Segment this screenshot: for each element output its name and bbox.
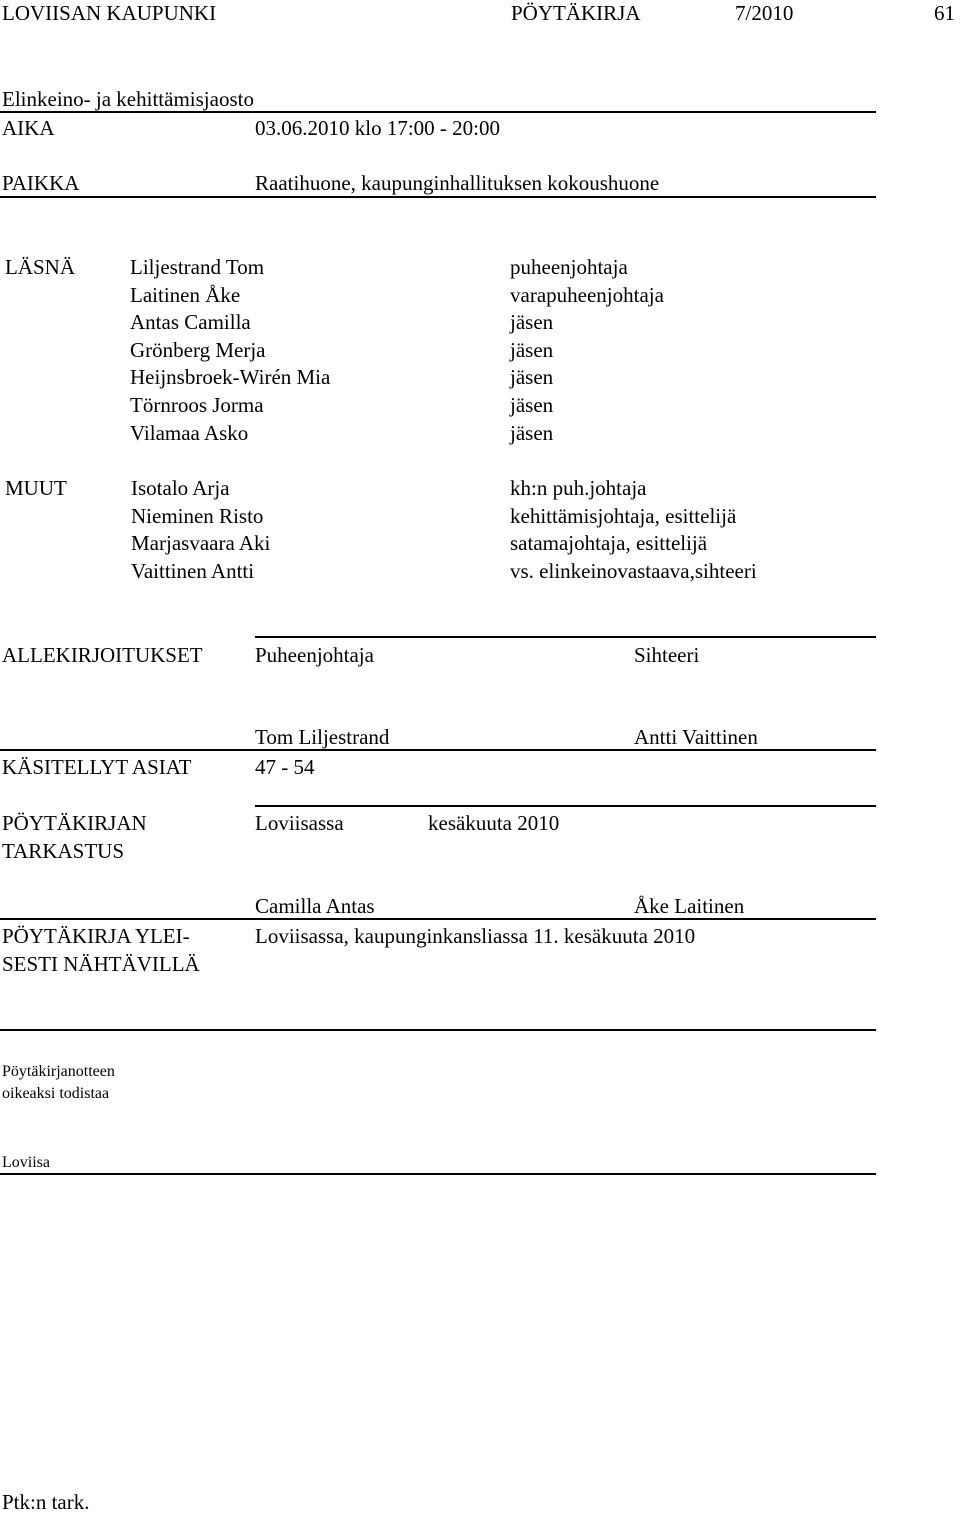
certification-place: Loviisa xyxy=(2,1154,50,1171)
member-role: jäsen xyxy=(510,310,554,334)
public-view-value: Loviisassa, kaupunginkansliassa 11. kesäkuuta 2010 xyxy=(255,924,696,948)
chair-name: Tom Liljestrand xyxy=(255,725,390,749)
certification-line1: Pöytäkirjanotteen xyxy=(2,1063,115,1080)
other-name: Nieminen Risto xyxy=(131,504,264,528)
chair-title: Puheenjohtaja xyxy=(255,643,374,667)
paikka-value: Raatihuone, kaupunginhallituksen kokoushuone xyxy=(255,171,660,195)
divider xyxy=(0,196,876,198)
divider xyxy=(0,749,876,751)
member-role: jäsen xyxy=(510,393,554,417)
member-name: Liljestrand Tom xyxy=(130,255,265,279)
other-name: Isotalo Arja xyxy=(131,476,230,500)
header-doc-type: PÖYTÄKIRJA xyxy=(511,1,641,25)
signatures-label: ALLEKIRJOITUKSET xyxy=(2,643,203,667)
public-view-label-line2: SESTI NÄHTÄVILLÄ xyxy=(2,952,200,976)
footer-note: Ptk:n tark. xyxy=(2,1490,90,1514)
review-date: kesäkuuta 2010 xyxy=(428,811,560,835)
other-role: vs. elinkeinovastaava,sihteeri xyxy=(510,559,757,583)
aika-value: 03.06.2010 klo 17:00 - 20:00 xyxy=(255,116,500,140)
divider xyxy=(255,636,876,638)
member-role: jäsen xyxy=(510,338,554,362)
secretary-name: Antti Vaittinen xyxy=(634,725,758,749)
aika-label: AIKA xyxy=(2,116,55,140)
other-role: kehittämisjohtaja, esittelijä xyxy=(510,504,737,528)
checker-name: Camilla Antas xyxy=(255,894,375,918)
header-city: LOVIISAN KAUPUNKI xyxy=(2,1,217,25)
secretary-title: Sihteeri xyxy=(634,643,700,667)
member-name: Antas Camilla xyxy=(130,310,251,334)
body-name: Elinkeino- ja kehittämisjaosto xyxy=(2,87,254,111)
other-role: satamajohtaja, esittelijä xyxy=(510,531,708,555)
divider xyxy=(0,918,876,920)
header-page-number: 61 xyxy=(934,1,955,25)
lasna-label: LÄSNÄ xyxy=(5,255,76,279)
header-doc-number: 7/2010 xyxy=(735,1,794,25)
member-role: puheenjohtaja xyxy=(510,255,628,279)
public-view-label-line1: PÖYTÄKIRJA YLEI- xyxy=(2,924,190,948)
review-label-line1: PÖYTÄKIRJAN xyxy=(2,811,147,835)
divider xyxy=(0,1173,876,1175)
member-role: jäsen xyxy=(510,421,554,445)
member-name: Vilamaa Asko xyxy=(130,421,249,445)
handled-items-value: 47 - 54 xyxy=(255,755,315,779)
member-role: varapuheenjohtaja xyxy=(510,283,664,307)
other-name: Marjasvaara Aki xyxy=(131,531,271,555)
divider xyxy=(0,1029,876,1031)
member-name: Törnroos Jorma xyxy=(130,393,264,417)
member-name: Heijnsbroek-Wirén Mia xyxy=(130,365,331,389)
muut-label: MUUT xyxy=(5,476,67,500)
review-place: Loviisassa xyxy=(255,811,344,835)
member-name: Grönberg Merja xyxy=(130,338,266,362)
checker-name: Åke Laitinen xyxy=(634,894,745,918)
other-role: kh:n puh.johtaja xyxy=(510,476,647,500)
certification-line2: oikeaksi todistaa xyxy=(2,1085,110,1102)
review-label-line2: TARKASTUS xyxy=(2,839,125,863)
paikka-label: PAIKKA xyxy=(2,171,80,195)
member-role: jäsen xyxy=(510,365,554,389)
member-name: Laitinen Åke xyxy=(130,283,241,307)
other-name: Vaittinen Antti xyxy=(131,559,255,583)
handled-items-label: KÄSITELLYT ASIAT xyxy=(2,755,192,779)
divider xyxy=(255,805,876,807)
divider xyxy=(0,111,876,113)
